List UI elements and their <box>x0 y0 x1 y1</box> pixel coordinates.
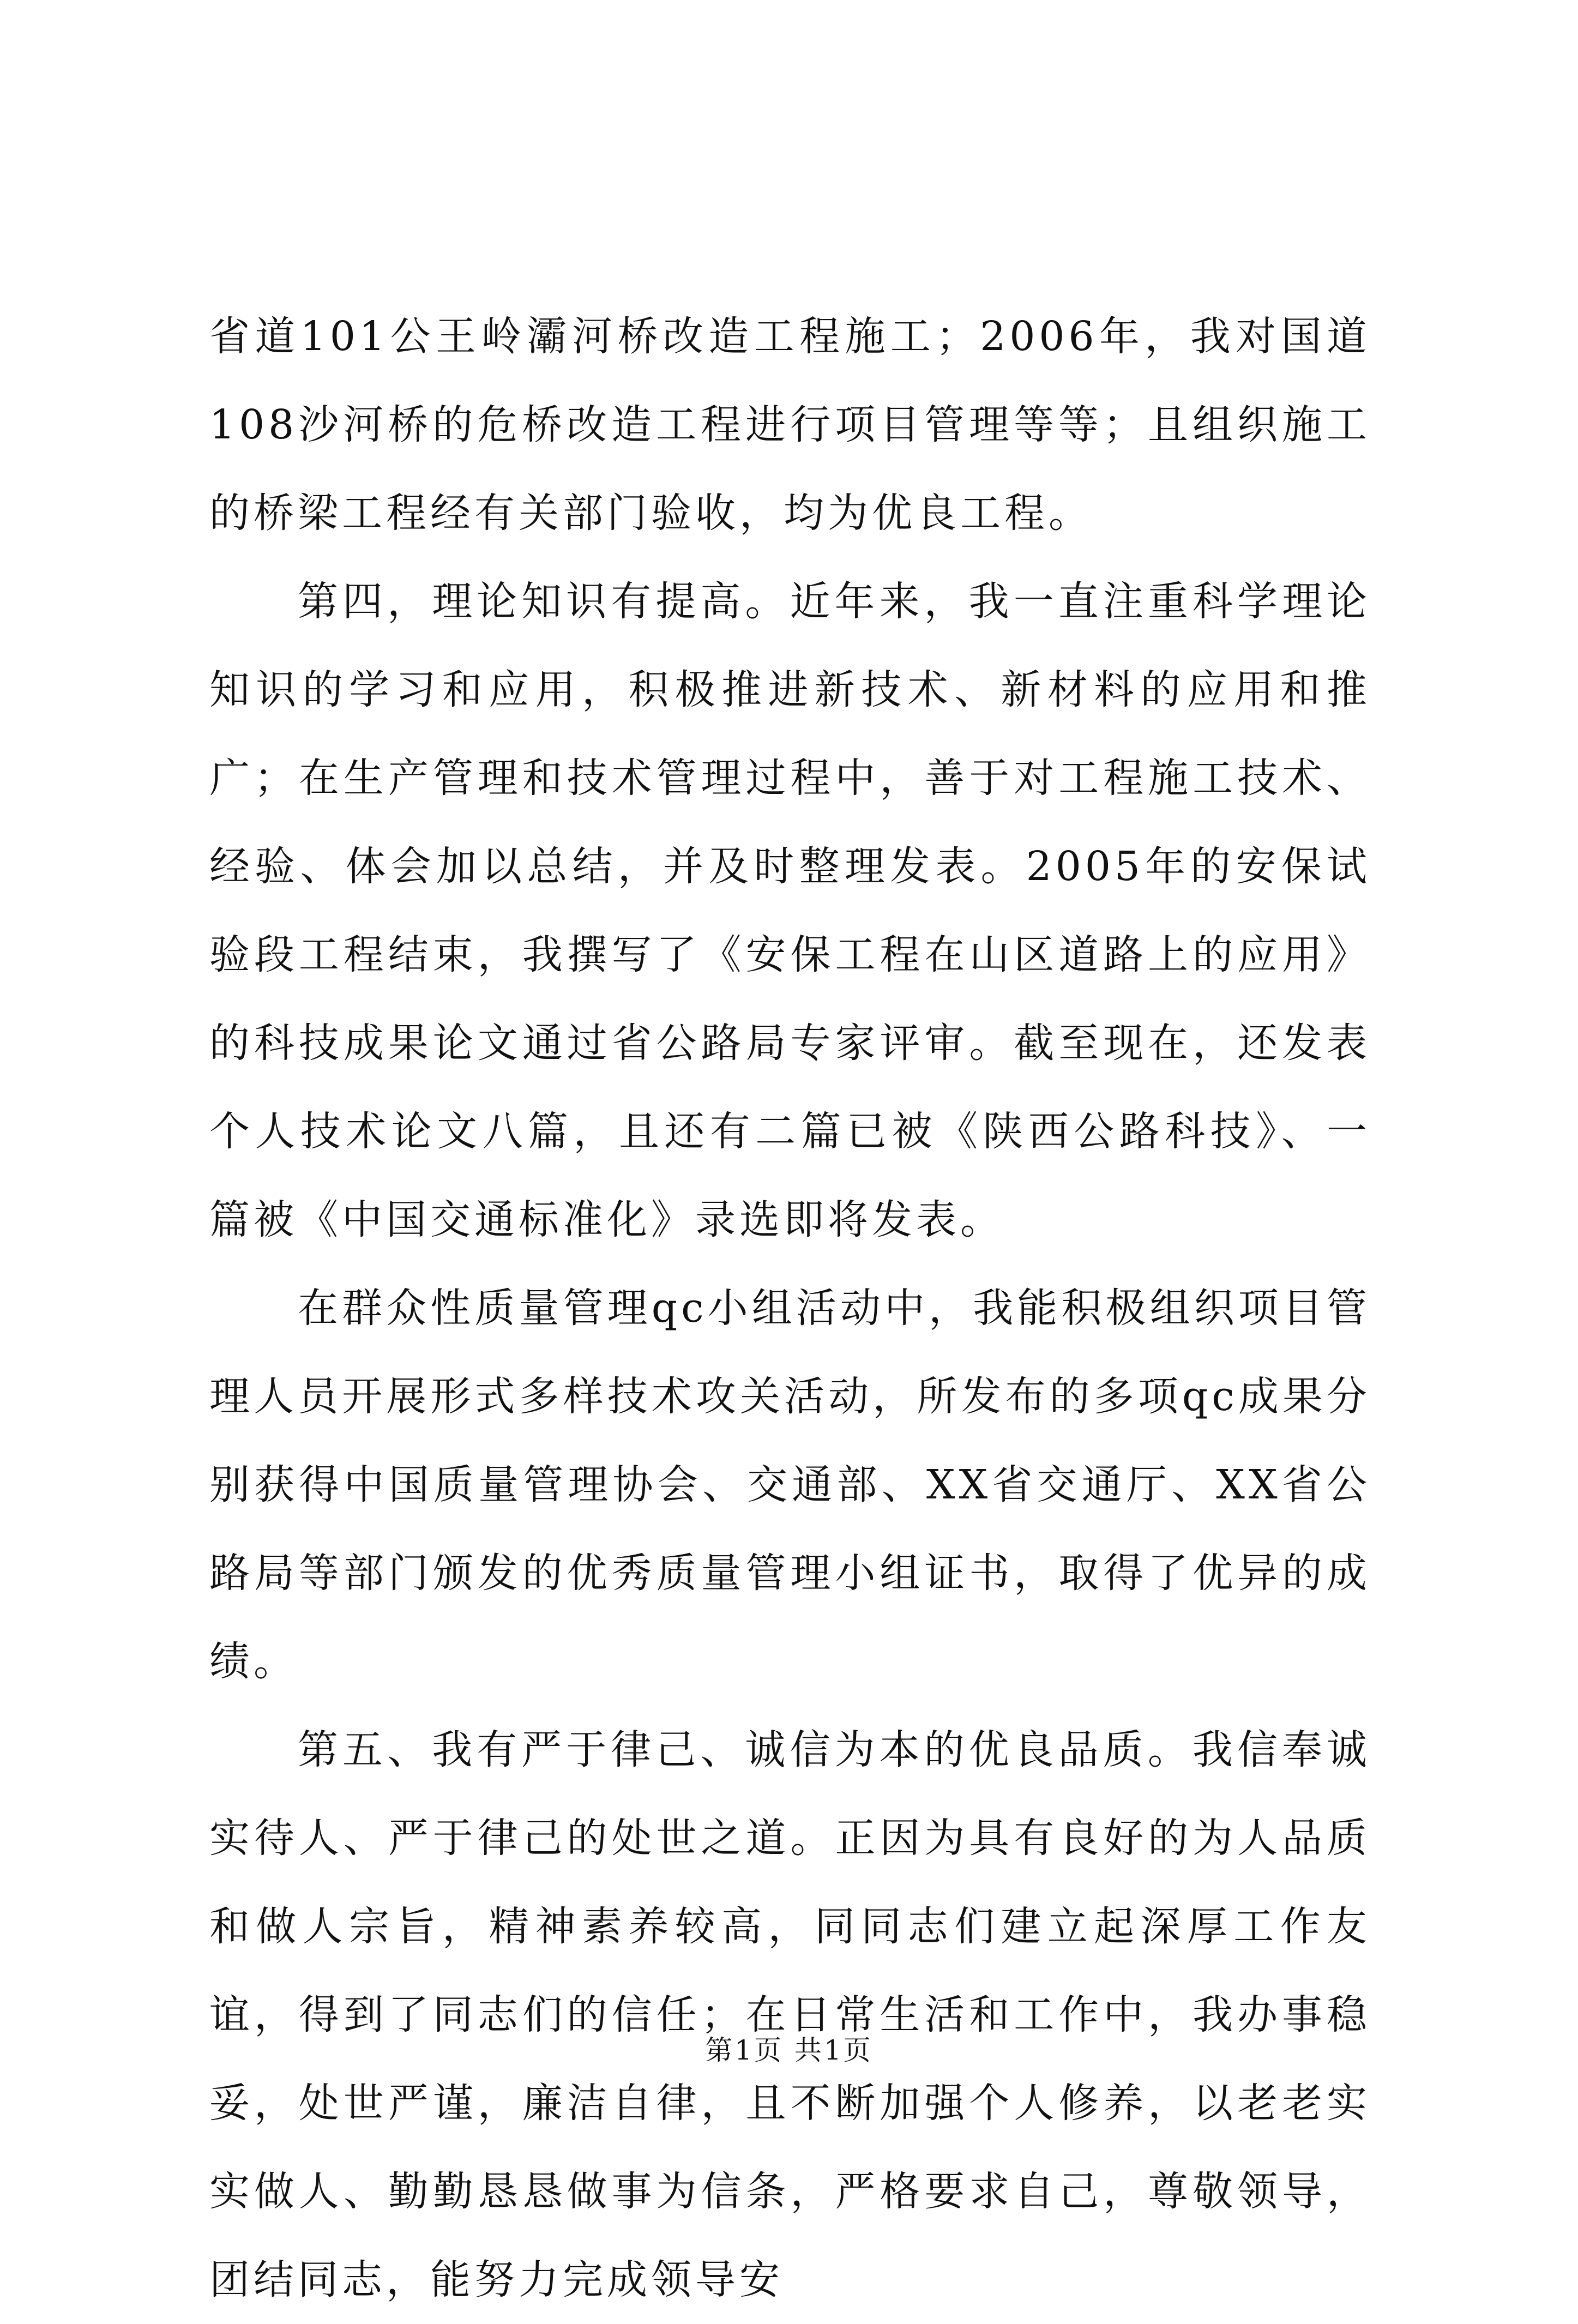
paragraph-qc-activities: 在群众性质量管理qc小组活动中，我能积极组织项目管理人员开展形式多样技术攻关活动，所发布的多项qc成果分别获得中国质量管理协会、交通部、XX省交通厅、XX省公路局等部门颁发的优秀质量管理小组证书，取得了优异的成绩。 <box>209 1285 1371 1685</box>
paragraph-personal-quality: 第五、我有严于律己、诚信为本的优良品质。我信奉诚实待人、严于律己的处世之道。正因为具有良好的为人品质和做人宗旨，精神素养较高，同同志们建立起深厚工作友谊，得到了同志们的信任；在日常生活和工作中，我办事稳妥，处世严谨，廉洁自律，且不断加强个人修养，以老老实实做人、勤勤恳恳做事为信条，严格要求自己，尊敬领导，团结同志，能努力完成领导安 <box>209 1726 1371 2303</box>
paragraph-theory-knowledge: 第四，理论知识有提高。近年来，我一直注重科学理论知识的学习和应用，积极推进新技术、新材料的应用和推广；在生产管理和技术管理过程中，善于对工程施工技术、经验、体会加以总结，并及时整理发表。2005年的安保试验段工程结束，我撰写了《安保工程在山区道路上的应用》的科技成果论文通过省公路局专家评审。截至现在，还发表个人技术论文八篇，且还有二篇已被《陕西公路科技》、一篇被《中国交通标准化》录选即将发表。 <box>209 578 1371 1243</box>
document-body <box>209 292 1371 2324</box>
page-footer: 第1页 共1页 <box>705 2034 873 2066</box>
paragraph-bridge-projects: 省道101公王岭灞河桥改造工程施工；2006年，我对国道108沙河桥的危桥改造工程进行项目管理等等；且组织施工的桥梁工程经有关部门验收，均为优良工程。 <box>209 313 1371 537</box>
